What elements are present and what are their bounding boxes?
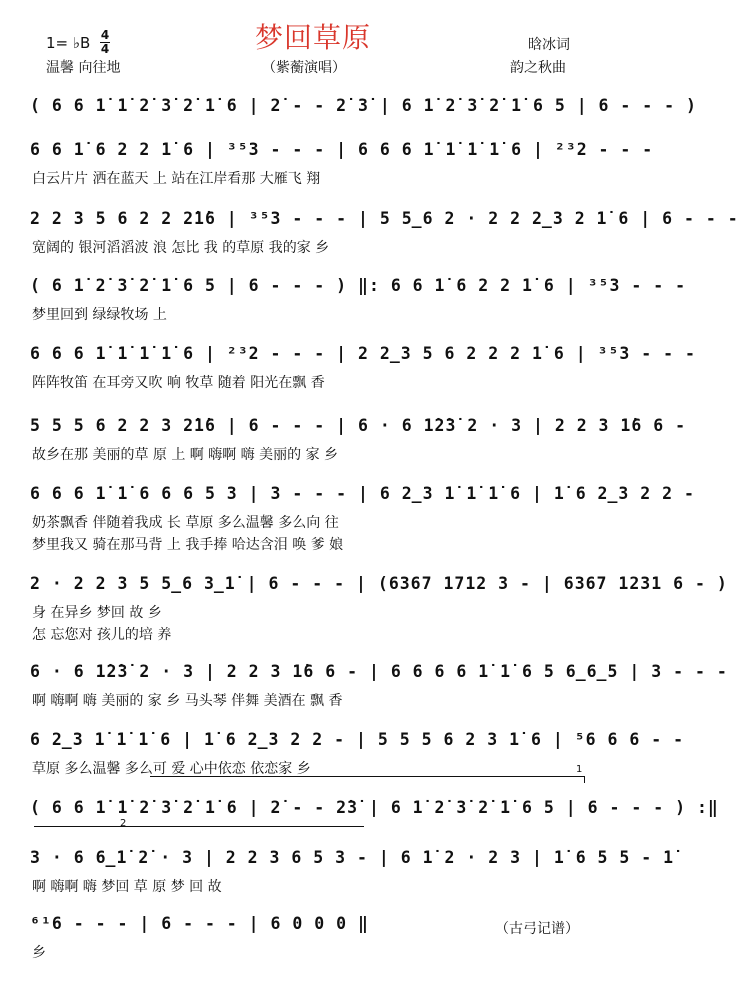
score-row-notes: ( 6 6 1̇ 1̇ 2̇ 3̇ 2̇ 1̇ 6 | 2̇ - - 2̇3̇ | 6 1̇ 2̇ 3̇ 2̇ 1̇ 6 5 | 6 - - - ) :‖: [30, 798, 719, 817]
score-row-notes: 6 6 1̇ 6 2 2 1̇ 6 | ³⁵3 - - - | 6 6 6 1̇ 1̇ 1̇ 1̇ 6 | ²³2 - - -: [30, 140, 654, 159]
score-row-notes: ⁶¹6 - - - | 6 - - - | 6 0 0 0 ‖: [30, 914, 369, 933]
score-row-lyric: 宽阔的 银河滔滔波 浪 怎比 我 的草原 我的家 乡: [32, 240, 330, 256]
score-row-notes: 2 · 2 2 3 5 5̲6 3̲1̇ | 6 - - - | (6367 1712 3 - | 6367 1231 6 - ): [30, 574, 728, 593]
score-row-notes: 3 · 6 6̲1̇ 2̇ · 3 | 2 2 3 6 5 3 - | 6 1̇ 2 · 2 3 | 1̇ 6 5 5 - 1̇: [30, 848, 675, 867]
performer: （紫蘅演唱）: [262, 60, 346, 76]
score-row-lyric: 阵阵牧笛 在耳旁又吹 响 牧草 随着 阳光在飘 香: [32, 375, 325, 391]
composer: 韵之秋曲: [510, 60, 566, 76]
score-row-lyric: 草原 多么温馨 多么可 爱 心中依恋 依恋家 乡: [32, 761, 311, 777]
score-row-lyric: 身 在异乡 梦回 故 乡: [32, 605, 162, 621]
score-row-notes: 5 5 5 6 2 2 3 2̇1̇6 | 6 - - - | 6 · 6 1̇2̇3̇ 2 · 3 | 2 2 3 1̇6 6 -: [30, 416, 687, 435]
time-signature-bottom: 4: [100, 42, 110, 56]
score-row-lyric-verse2: 怎 忘您对 孩儿的培 养: [32, 627, 172, 643]
score-row-notes: 6 6 6 1̇ 1̇ 1̇ 1̇ 6 | ²³2 - - - | 2 2̲3 5 6 2 2 2 1̇ 6 | ³⁵3 - - -: [30, 344, 696, 363]
score-row-lyric: 故乡在那 美丽的草 原 上 啊 嗨啊 嗨 美丽的 家 乡: [32, 447, 339, 463]
time-signature-top: 4: [100, 28, 110, 42]
volta-1-label: 1: [576, 764, 583, 775]
score-row-lyric: 白云片片 洒在蓝天 上 站在江岸看那 大雁飞 翔: [32, 171, 321, 187]
score-row-lyric: 啊 嗨啊 嗨 美丽的 家 乡 马头琴 伴舞 美酒在 飘 香: [32, 693, 343, 709]
transcriber-note: （古弓记谱）: [495, 921, 579, 937]
performance-style: 温馨 向往地: [46, 60, 121, 76]
score-row-notes: ( 6 6 1̇ 1̇ 2̇ 3̇ 2̇ 1̇ 6 | 2̇ - - 2̇ 3̇ | 6 1̇ 2̇ 3̇ 2̇ 1̇ 6 5 | 6 - - - ): [30, 96, 697, 115]
score-row-lyric-verse2: 梦里我又 骑在那马背 上 我手捧 哈达含泪 唤 爹 娘: [32, 537, 344, 553]
volta-1-bracket: [150, 776, 585, 783]
score-row-lyric: 奶茶飘香 伴随着我成 长 草原 多么温馨 多么向 往: [32, 515, 339, 531]
score-row-lyric: 乡: [32, 945, 46, 961]
time-signature: [100, 30, 110, 55]
score-row-lyric: 啊 嗨啊 嗨 梦回 草 原 梦 回 故: [32, 879, 222, 895]
score-row-notes: 6 6 6 1̇ 1̇ 6 6 6 5 3 | 3 - - - | 6 2̲3 1̇ 1̇ 1̇ 6 | 1̇ 6 2̲3 2 2 -: [30, 484, 695, 503]
key-signature: 1= ♭B: [46, 34, 91, 52]
volta-2-label: 2: [120, 818, 127, 829]
volta-2-bracket: [34, 826, 364, 833]
score-row-notes: 2 2 3 5 6 2 2 2̇1̇6 | ³⁵3 - - - | 5 5̲6 2 · 2 2 2̲3 2 1̇ 6 | 6 - - -: [30, 209, 739, 228]
song-title: 梦回草原: [254, 21, 371, 54]
score-row-notes: ( 6 1̇ 2̇ 3̇ 2̇ 1̇ 6 5 | 6 - - - ) ‖: 6 6 1̇ 6 2 2 1̇ 6 | ³⁵3 - - -: [30, 276, 687, 295]
lyricist: 晗冰词: [528, 37, 570, 53]
score-row-notes: 6 · 6 1̇2̇3̇ 2 · 3 | 2 2 3 1̇6 6 - | 6 6 6 6 1̇ 1̇ 6 5 6̲6̲5 | 3 - - -: [30, 662, 728, 681]
score-row-lyric: 梦里回到 绿绿牧场 上: [32, 307, 167, 323]
score-row-notes: 6 2̲3 1̇ 1̇ 1̇ 6 | 1̇ 6 2̲3 2 2 - | 5 5 5 6 2 3 1̇ 6 | ⁵6 6 6 - -: [30, 730, 685, 749]
